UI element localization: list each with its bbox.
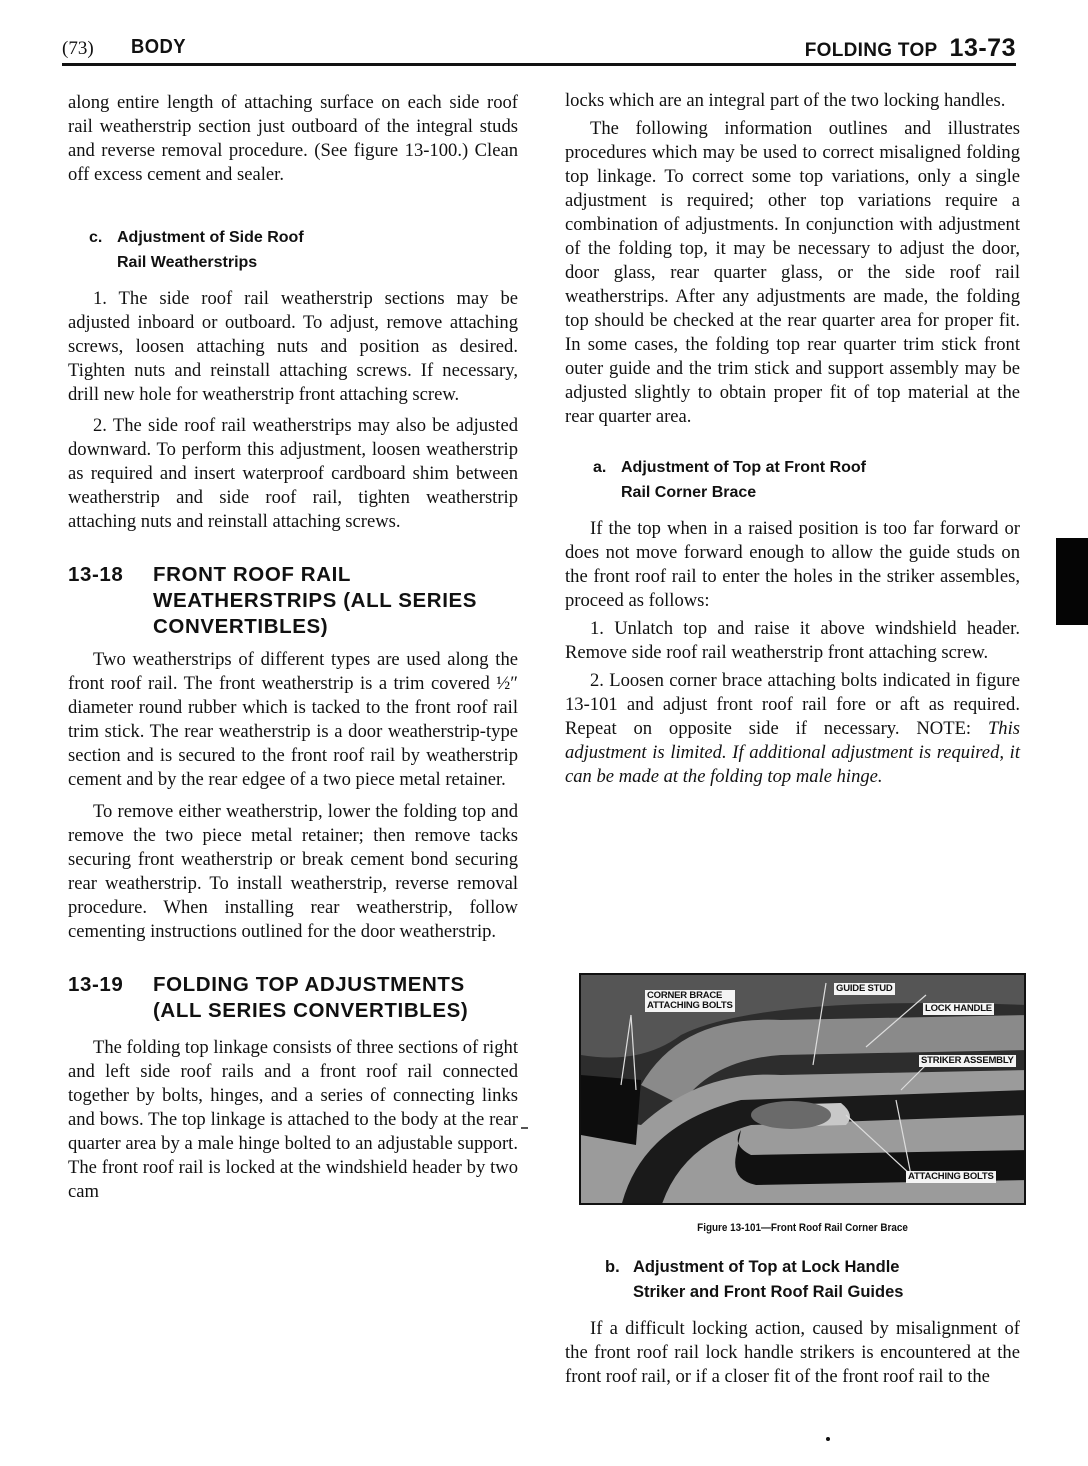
header-right	[805, 34, 1016, 63]
subsection-title-line1: Adjustment of Top at Lock Handle	[633, 1258, 900, 1276]
right-column-lower	[565, 1255, 1020, 1389]
right-column	[565, 89, 1020, 789]
subsection-title-line2: Striker and Front Roof Rail Guides	[633, 1283, 904, 1301]
stray-dot	[826, 1437, 830, 1441]
section-13-18-paragraph-1: Two weatherstrips of different types are used along the front roof rail. The front weatherstrip is a trim covered ½″ diameter round rubber which is tacked to the front roof rail trim stick. The rear weatherstrip is a door weatherstrip-type section and is secured to the front roof rail by weatherstrip cement and by the rear edgee of a two piece metal retainer.	[68, 649, 518, 790]
subsection-b-paragraph: If a difficult locking action, caused by misalignment of the front roof rail lock handle strikers is encountered at the front roof rail, or if a closer fit of the front roof rail to the	[565, 1318, 1020, 1387]
section-title-line2: (ALL SERIES CONVERTIBLES)	[153, 999, 469, 1022]
section-title-line2: WEATHERSTRIPS (ALL SERIES	[153, 589, 478, 612]
step-2-text: 2. Loosen corner brace attaching bolts indicated in figure 13-101 and adjust front roof rail fore or aft as required. Repeat on opposite side if necessary. NOTE:	[565, 670, 1020, 739]
label-striker-assembly: STRIKER ASSEMBLY	[921, 1055, 1014, 1066]
step-2-note-italic: This adjustment is limited. If additional adjustment is required, it can be made at the folding top male hinge.	[565, 718, 1020, 787]
intro-paragraph: along entire length of attaching surface on each side roof rail weatherstrip section just outboard of the integral studs and reverse removal procedure. (See figure 13-100.) Clean off excess cement and sealer.	[68, 92, 518, 185]
page-header	[62, 34, 1016, 64]
subsection-a-paragraph: If the top when in a raised position is too far forward or does not move forward enough to allow the guide studs on the front roof rail to enter the holes in the striker assembles, proceed as follows:	[565, 518, 1020, 611]
section-13-18-heading	[68, 562, 518, 640]
continuation-paragraph: locks which are an integral part of the two locking handles.	[565, 90, 1006, 111]
subsection-a-step-2	[565, 669, 1020, 789]
section-number: 13-18	[68, 563, 124, 586]
section-13-18-paragraph-2: To remove either weatherstrip, lower the folding top and remove the two piece metal retainer; then remove tacks securing front weatherstrip or break cement bond securing rear weatherstrip. To install weatherstrip, reverse removal procedure. When installing rear weatherstrip, follow cementing instructions outlined for the door weatherstrip.	[68, 801, 518, 942]
section-title: BODY	[131, 36, 187, 58]
stray-mark	[521, 1127, 528, 1129]
section-number: 13-19	[68, 973, 124, 996]
label-attaching-bolts: ATTACHING BOLTS	[908, 1171, 994, 1182]
figure-13-101-photo	[579, 973, 1026, 1205]
label-lock-handle: LOCK HANDLE	[925, 1003, 992, 1014]
step-2-paragraph: 2. The side roof rail weatherstrips may also be adjusted downward. To perform this adjustment, loosen weatherstrip as required and insert waterproof cardboard shim between weatherstrip and side roof rail, tighten weatherstrip attaching nuts and reinstall attaching screws.	[68, 415, 518, 532]
subsection-letter: b.	[605, 1258, 620, 1276]
page-number: (73)	[62, 38, 94, 59]
figure-caption: Figure 13-101—Front Roof Rail Corner Brace	[697, 1222, 908, 1234]
section-13-19-heading	[68, 972, 518, 1024]
left-column	[68, 91, 518, 1204]
subsection-title-line2: Rail Weatherstrips	[117, 254, 258, 271]
section-title-line1: FRONT ROOF RAIL	[153, 563, 352, 586]
section-13-19-paragraph-1: The folding top linkage consists of three sections of right and left side roof rails and a front roof rail connected together by bolts, hinges, and a series of connecting links and bows. The top linkage is attached to the body at the rear quarter area by a male hinge bolted to an adjustable support. The front roof rail is locked at the windshield header by two cam	[68, 1037, 518, 1202]
label-line1: CORNER BRACE	[647, 990, 723, 1001]
subsection-c-heading	[89, 225, 518, 275]
section-title-line3: CONVERTIBLES)	[153, 615, 329, 638]
subsection-letter: c.	[89, 229, 103, 246]
subsection-letter: a.	[593, 459, 607, 476]
subsection-title-line1: Adjustment of Side Roof	[117, 229, 304, 246]
subsection-a-step-1: 1. Unlatch top and raise it above windshield header. Remove side roof rail weatherstrip front attaching screw.	[565, 618, 1020, 663]
label-corner-brace-attaching-bolts	[645, 990, 735, 1012]
subsection-title-line1: Adjustment of Top at Front Roof	[621, 459, 866, 476]
page-reference: 13-73	[949, 34, 1016, 62]
label-guide-stud: GUIDE STUD	[836, 983, 893, 994]
subsection-a-heading	[593, 455, 1020, 505]
subsection-title-line2: Rail Corner Brace	[621, 484, 757, 501]
chapter-thumb-tab	[1056, 538, 1088, 625]
section-title-line1: FOLDING TOP ADJUSTMENTS	[153, 973, 465, 996]
following-information-paragraph: The following information outlines and illustrates procedures which may be used to correct misaligned folding top linkage. To correct some top variations, only a single adjustment is required; other top variations require a combination of adjustments. In conjunction with adjustment of the folding top, it may be necessary to adjust the door, door glass, rear quarter glass, or the side roof rail weatherstrips. After any adjustments are made, the folding top should be checked at the rear quarter area for proper fit. In some cases, the folding top rear quarter trim stick front outer guide and the trim stick and support assembly may be adjusted slightly to obtain proper fit of top material at the rear quarter area.	[565, 118, 1020, 427]
topic-title: FOLDING TOP	[804, 40, 938, 61]
subsection-b-heading	[605, 1255, 1020, 1305]
header-rule	[62, 63, 1016, 66]
label-line2: ATTACHING BOLTS	[647, 1000, 733, 1011]
step-1-paragraph: 1. The side roof rail weatherstrip sections may be adjusted inboard or outboard. To adjust, remove attaching screws, loosen attaching nuts and position as desired. Tighten nuts and reinstall attaching screws. If necessary, drill new hole for weatherstrip front attaching screw.	[68, 288, 518, 405]
